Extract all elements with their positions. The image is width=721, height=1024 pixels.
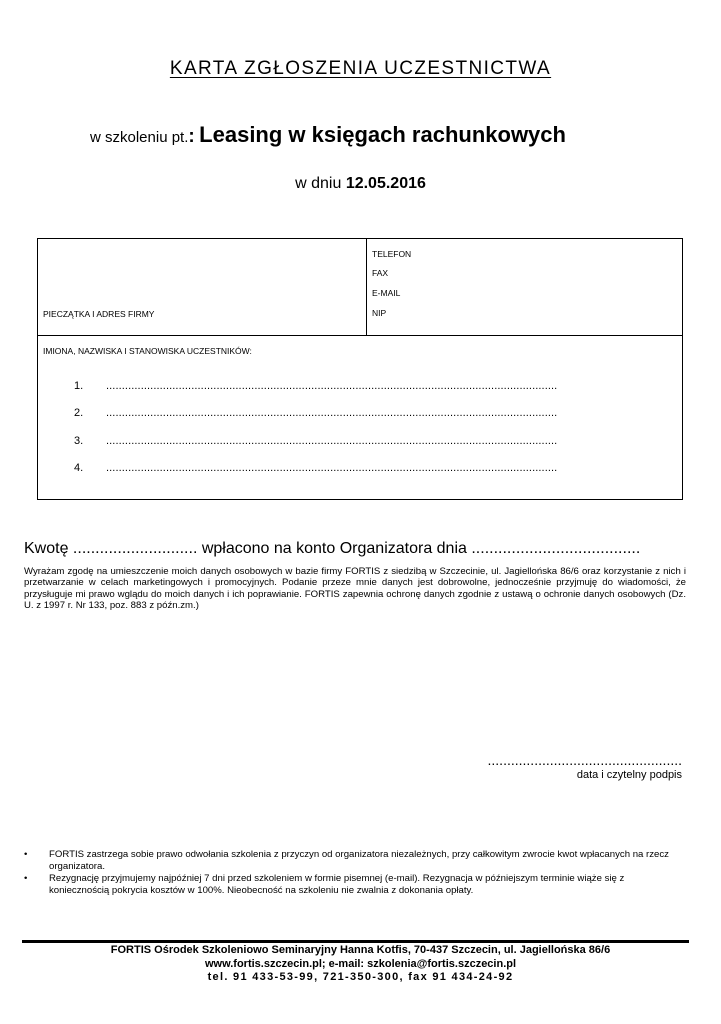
participant-number: 4.: [74, 462, 84, 474]
footer-phone: tel. 91 433-53-99, 721-350-300, fax 91 434-24-92: [207, 971, 514, 983]
date-value: 12.05.2016: [345, 175, 426, 192]
participant-entry-line[interactable]: ...............................................................................................................................................: [106, 462, 558, 474]
date-prefix: w dniu: [295, 175, 342, 192]
payment-text: wpłacono na konto Organizatora dnia: [201, 540, 467, 557]
training-name: Leasing w księgach rachunkowych: [199, 122, 566, 147]
participant-entry-line[interactable]: ...............................................................................................................................................: [106, 380, 558, 392]
signature-line[interactable]: ..................................................: [487, 752, 682, 768]
participant-row-3[interactable]: [74, 435, 557, 447]
list-item: [24, 849, 684, 872]
bullet-icon: •: [24, 849, 28, 860]
training-subject: [90, 122, 566, 148]
participants-label: IMIONA, NAZWISKA I STANOWISKA UCZESTNIKÓW:: [43, 346, 252, 356]
phone-field[interactable]: TELEFON: [372, 249, 412, 259]
payment-amount-label: Kwotę: [24, 540, 69, 557]
terms-list: [24, 849, 684, 897]
form-title: KARTA ZGŁOSZENIA UCZESTNICTWA: [169, 58, 552, 79]
participant-entry-line[interactable]: ...............................................................................................................................................: [106, 407, 558, 419]
bullet-icon: •: [24, 873, 28, 884]
subject-prefix: w szkoleniu pt.: [90, 129, 189, 146]
payment-amount-field[interactable]: ............................: [72, 540, 198, 557]
note-text: FORTIS zastrzega sobie prawo odwołania szkolenia z przyczyn od organizatora niezależnych, przy całkowitym zwrocie kwot wpłacanych na rzecz organizatora.: [49, 849, 669, 872]
payment-date-field[interactable]: ......................................: [471, 540, 641, 557]
fax-field[interactable]: FAX: [372, 268, 389, 278]
participant-row-1[interactable]: [74, 380, 557, 392]
participant-entry-line[interactable]: ...............................................................................................................................................: [106, 435, 558, 447]
data-consent-text: Wyrażam zgodę na umieszczenie moich danych osobowych w bazie firmy FORTIS z siedzibą w Szczecinie, ul. Jagiellońska 86/6 oraz korzystanie z nich i przetwarzanie w celach marketingowych i promocyjnych. Podanie przeze mnie danych jest dobrowolne, jednocześnie przyjmuję do wiadomości, że przysługuje mi prawo wglądu do moich danych i ich poprawianie. FORTIS zapewnia ochronę danych zgodnie z ustawą o ochronie danych osobowych (Dz. U. z 1997 r. Nr 133, poz. 883 z późn.zm.): [24, 566, 686, 612]
signature-label: data i czytelny podpis: [576, 769, 682, 781]
payment-line: [24, 540, 640, 558]
form-divider-vertical: [366, 239, 367, 335]
participant-row-4[interactable]: [74, 462, 557, 474]
nip-field[interactable]: NIP: [372, 308, 387, 318]
participant-number: 2.: [74, 407, 84, 419]
list-item: [24, 873, 684, 896]
participant-number: 3.: [74, 435, 84, 447]
training-date: [0, 175, 721, 193]
registration-form-box: [37, 238, 683, 500]
form-divider-horizontal: [38, 335, 682, 336]
participant-number: 1.: [74, 380, 84, 392]
footer-web-email: www.fortis.szczecin.pl; e-mail: szkolenia@fortis.szczecin.pl: [204, 957, 517, 970]
note-text: Rezygnację przyjmujemy najpóźniej 7 dni przed szkoleniem w formie pisemnej (e-mail). Rezygnacja w późniejszym terminie wiąże się z koniecznością pokrycia kosztów w 100%. Nieobecność na szkoleniu nie zwalnia z dokonania opłaty.: [49, 873, 625, 896]
footer-company: FORTIS Ośrodek Szkoleniowo Seminaryjny Hanna Kotfis, 70-437 Szczecin, ul. Jagiellońska 86/6: [110, 944, 611, 956]
company-stamp-field[interactable]: PIECZĄTKA I ADRES FIRMY: [43, 309, 155, 319]
footer-divider: [22, 940, 689, 943]
subject-colon: :: [188, 126, 195, 147]
footer: [0, 944, 721, 985]
email-field[interactable]: E-MAIL: [372, 288, 401, 298]
participant-row-2[interactable]: [74, 407, 557, 419]
